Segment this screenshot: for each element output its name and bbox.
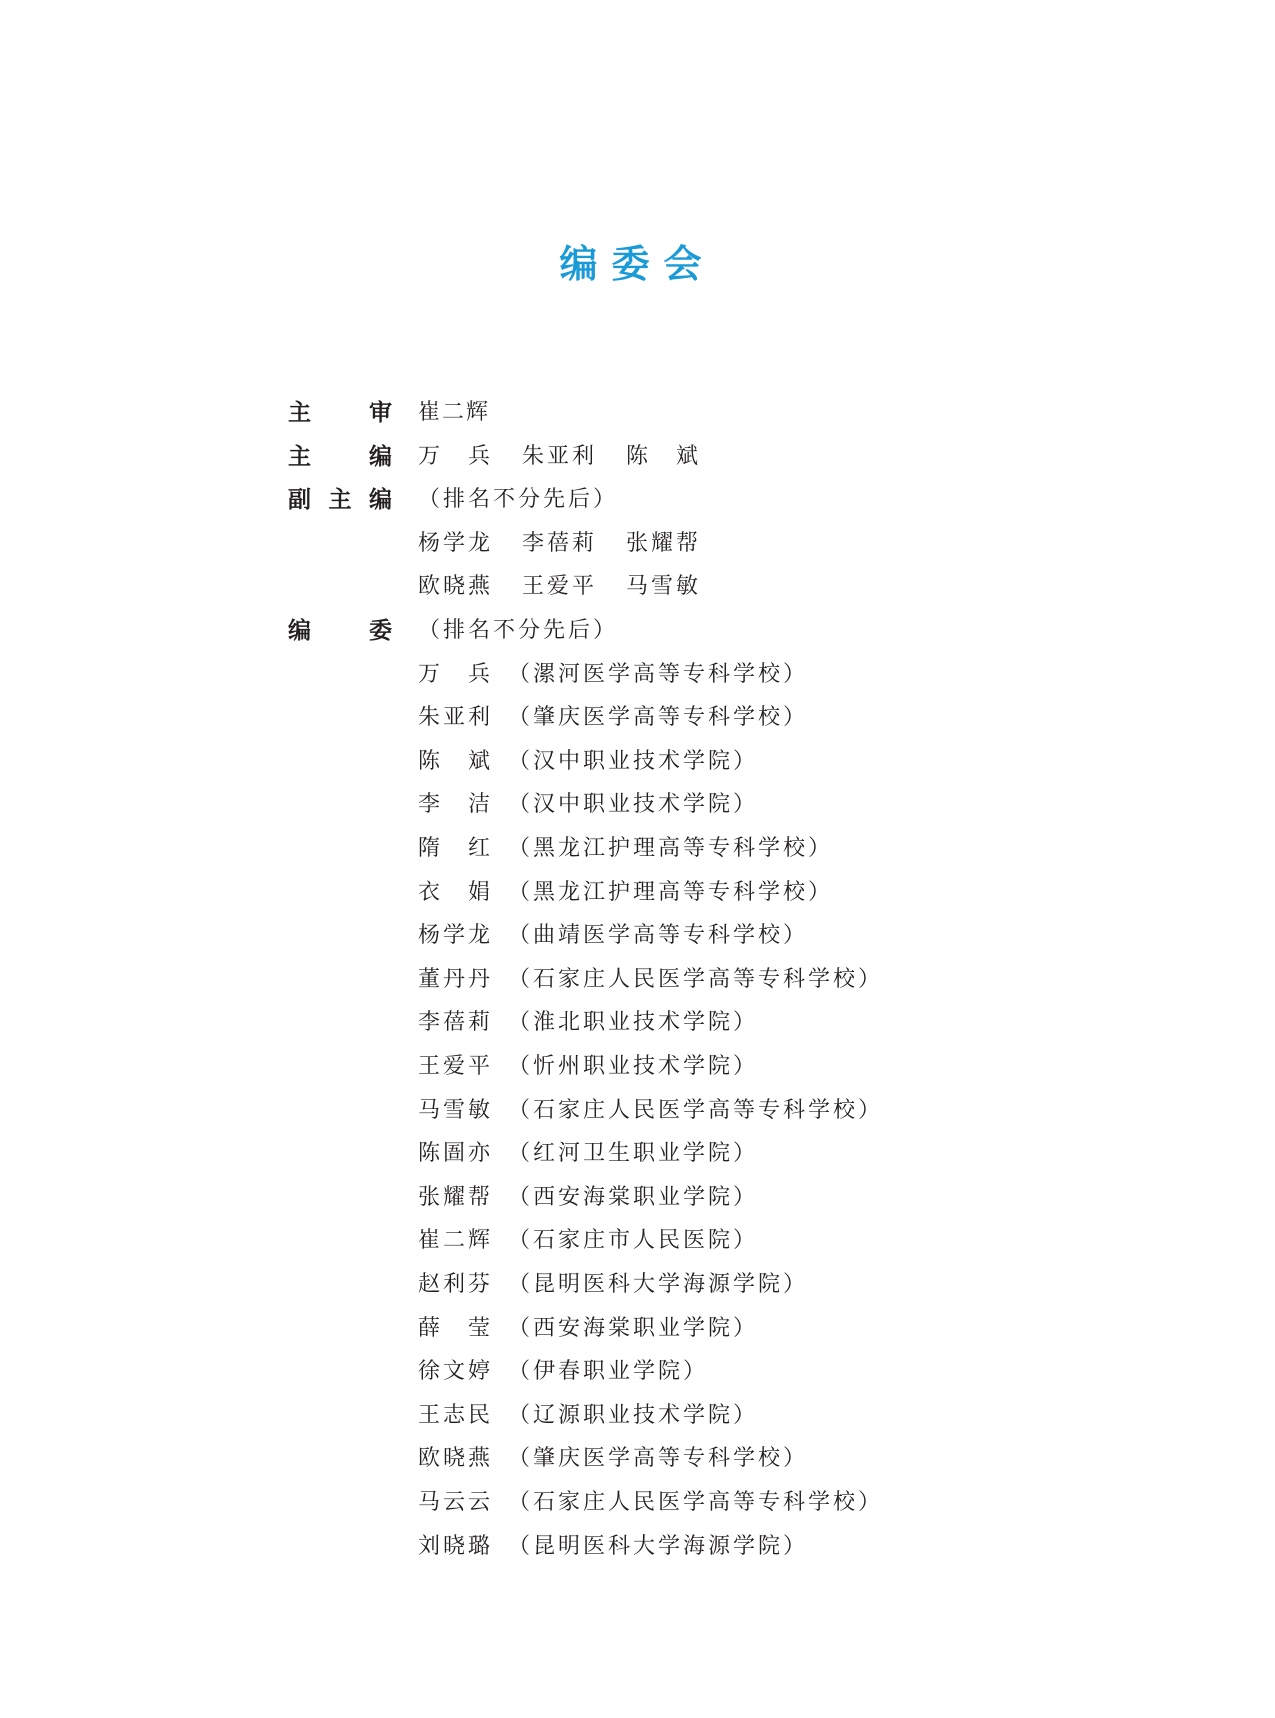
person-name (626, 439, 700, 470)
name-char: 李 (418, 1010, 443, 1035)
name-char: 朱 (418, 705, 443, 730)
name-char: 龙 (467, 923, 492, 948)
name-char: 志 (442, 1403, 467, 1428)
person-name (418, 831, 492, 862)
person-name (418, 875, 492, 906)
member-row (418, 912, 808, 955)
label-editorial-board (288, 607, 392, 650)
member-affiliation: （红河卫生职业学院） (508, 1141, 759, 1166)
member-affiliation: （忻州职业技术学院） (508, 1054, 759, 1079)
member-row (418, 1392, 758, 1435)
name-char: 学 (442, 923, 467, 948)
name-char: 陈 (626, 444, 651, 469)
page-title: 编委会 (559, 242, 716, 286)
name-char: 徐 (418, 1359, 443, 1384)
member-affiliation: （石家庄市人民医院） (508, 1228, 759, 1253)
name-char: 娟 (467, 880, 492, 905)
member-row (418, 1174, 758, 1217)
name-char: 王 (418, 1054, 443, 1079)
person-name (418, 569, 492, 600)
name-char: 耀 (650, 531, 675, 556)
name-char: 隋 (418, 836, 443, 861)
member-affiliation: （昆明医科大学海源学院） (508, 1534, 809, 1559)
person-name (626, 569, 700, 600)
name-char: 薛 (418, 1316, 443, 1341)
name-char: 杨 (418, 531, 443, 556)
name-char: 亚 (546, 444, 571, 469)
member-row (418, 1130, 758, 1173)
name-char: 陈 (418, 1141, 443, 1166)
name-char: 利 (442, 1272, 467, 1297)
name-char: 芬 (467, 1272, 492, 1297)
name-char: 马 (418, 1490, 443, 1515)
member-affiliation: （漯河医学高等专科学校） (508, 662, 809, 687)
name-char: 耀 (442, 1185, 467, 1210)
name-char: 雪 (442, 1098, 467, 1123)
person-name (418, 1093, 492, 1124)
person-name (522, 526, 596, 557)
label-chief-reviewer (288, 389, 392, 432)
member-row (418, 1043, 758, 1086)
name-char: 王 (522, 574, 547, 599)
name-char: 崔 (418, 1228, 443, 1253)
member-row (418, 1261, 808, 1304)
person-name (418, 1223, 492, 1254)
member-affiliation: （石家庄人民医学高等专科学校） (508, 1098, 884, 1123)
person-name (418, 1441, 492, 1472)
name-char: 云 (442, 1490, 467, 1515)
person-name (418, 744, 492, 775)
associate-editors-row (418, 520, 700, 563)
member-row (418, 869, 833, 912)
name-char: 圄 (442, 1141, 467, 1166)
name-char: 燕 (467, 1446, 492, 1471)
name-char: 刘 (418, 1534, 443, 1559)
member-row (418, 694, 808, 737)
name-char: 晓 (442, 574, 467, 599)
member-affiliation: （昆明医科大学海源学院） (508, 1272, 809, 1297)
editorial-board-note (418, 607, 618, 650)
associate-editors-row (418, 563, 700, 606)
chief-reviewer-names (418, 389, 490, 432)
name-char: 兵 (467, 662, 492, 687)
member-affiliation: （西安海棠职业学院） (508, 1316, 759, 1341)
person-name (522, 439, 596, 470)
person-name (418, 1136, 492, 1167)
name-char: 莹 (467, 1316, 492, 1341)
member-row (418, 651, 808, 694)
label-chief-editors-char: 编 (369, 444, 392, 470)
name-char: 云 (467, 1490, 492, 1515)
person-name (418, 962, 492, 993)
person-name (418, 700, 492, 731)
name-char: 婷 (467, 1359, 492, 1384)
member-affiliation: （汉中职业技术学院） (508, 749, 759, 774)
name-char: 王 (418, 1403, 443, 1428)
member-affiliation: （黑龙江护理高等专科学校） (508, 880, 834, 905)
name-char: 利 (467, 705, 492, 730)
name-char: 张 (626, 531, 651, 556)
person-name (418, 526, 492, 557)
person-name: 崔二辉 (418, 400, 491, 425)
name-char: 民 (467, 1403, 492, 1428)
member-affiliation: （伊春职业学院） (508, 1359, 709, 1384)
name-char: 帮 (467, 1185, 492, 1210)
name-char: 陈 (418, 749, 443, 774)
label-chief-reviewer-char: 主 (288, 400, 311, 426)
member-row (418, 1217, 758, 1260)
person-name (418, 787, 492, 818)
name-char: 马 (626, 574, 651, 599)
member-affiliation: （石家庄人民医学高等专科学校） (508, 967, 884, 992)
person-name (522, 569, 596, 600)
name-char: 学 (442, 531, 467, 556)
name-char: 衣 (418, 880, 443, 905)
name-char: 斌 (675, 444, 700, 469)
label-editorial-board-char: 编 (288, 618, 311, 644)
label-associate-editors-char: 主 (328, 487, 352, 513)
person-name (418, 1049, 492, 1080)
member-affiliation: （肇庆医学高等专科学校） (508, 1446, 809, 1471)
member-affiliation: （辽源职业技术学院） (508, 1403, 759, 1428)
name-char: 爱 (442, 1054, 467, 1079)
name-char: 帮 (675, 531, 700, 556)
name-char: 晓 (442, 1446, 467, 1471)
name-char: 张 (418, 1185, 443, 1210)
name-char: 万 (418, 662, 443, 687)
name-char: 丹 (442, 967, 467, 992)
name-char: 欧 (418, 574, 443, 599)
label-chief-editors-char: 主 (288, 444, 311, 470)
name-char: 璐 (467, 1534, 492, 1559)
ranking-note: （排名不分先后） (418, 487, 619, 512)
person-name (418, 1005, 492, 1036)
member-row (418, 738, 758, 781)
name-char: 董 (418, 967, 443, 992)
name-char: 兵 (467, 444, 492, 469)
person-name (418, 1398, 492, 1429)
person-name (418, 1180, 492, 1211)
name-char: 莉 (571, 531, 596, 556)
member-affiliation: （淮北职业技术学院） (508, 1010, 759, 1035)
name-char: 利 (571, 444, 596, 469)
member-row (418, 1523, 808, 1566)
name-char: 李 (522, 531, 547, 556)
member-row (418, 1305, 758, 1348)
label-associate-editors (288, 476, 392, 519)
name-char: 燕 (467, 574, 492, 599)
label-chief-reviewer-char: 审 (369, 400, 392, 426)
name-char: 赵 (418, 1272, 443, 1297)
person-name (418, 1529, 492, 1560)
label-editorial-board-char: 委 (369, 618, 392, 644)
name-char: 亚 (442, 705, 467, 730)
member-affiliation: （汉中职业技术学院） (508, 792, 759, 817)
label-chief-editors (288, 433, 392, 476)
label-associate-editors-char: 副 (288, 487, 311, 513)
associate-editors-note (418, 476, 618, 519)
member-row (418, 1479, 883, 1522)
name-char: 平 (571, 574, 596, 599)
person-name (418, 1485, 492, 1516)
member-affiliation: （石家庄人民医学高等专科学校） (508, 1490, 884, 1515)
member-row (418, 825, 833, 868)
name-char: 红 (467, 836, 492, 861)
label-associate-editors-char: 编 (369, 487, 392, 513)
name-char: 莉 (467, 1010, 492, 1035)
name-char: 雪 (650, 574, 675, 599)
member-row (418, 781, 758, 824)
ranking-note: （排名不分先后） (418, 618, 619, 643)
name-char: 蓓 (442, 1010, 467, 1035)
name-char: 辉 (467, 1228, 492, 1253)
name-char: 万 (418, 444, 443, 469)
name-char: 文 (442, 1359, 467, 1384)
member-row (418, 999, 758, 1042)
name-char: 平 (467, 1054, 492, 1079)
name-char: 李 (418, 792, 443, 817)
person-name (418, 1354, 492, 1385)
person-name (418, 657, 492, 688)
person-name (418, 439, 492, 470)
member-row (418, 956, 883, 999)
name-char: 二 (442, 1228, 467, 1253)
name-char: 敏 (675, 574, 700, 599)
member-row (418, 1348, 708, 1391)
name-char: 洁 (467, 792, 492, 817)
name-char: 丹 (467, 967, 492, 992)
member-row (418, 1435, 808, 1478)
name-char: 亦 (467, 1141, 492, 1166)
name-char: 晓 (442, 1534, 467, 1559)
name-char: 蓓 (546, 531, 571, 556)
member-affiliation: （黑龙江护理高等专科学校） (508, 836, 834, 861)
member-affiliation: （西安海棠职业学院） (508, 1185, 759, 1210)
person-name (626, 526, 700, 557)
person-name (418, 918, 492, 949)
name-char: 欧 (418, 1446, 443, 1471)
member-affiliation: （肇庆医学高等专科学校） (508, 705, 809, 730)
name-char: 马 (418, 1098, 443, 1123)
person-name (418, 1267, 492, 1298)
chief-editors-names (418, 433, 700, 476)
name-char: 朱 (522, 444, 547, 469)
name-char: 龙 (467, 531, 492, 556)
person-name (418, 1311, 492, 1342)
name-char: 斌 (467, 749, 492, 774)
name-char: 杨 (418, 923, 443, 948)
member-row (418, 1087, 883, 1130)
member-affiliation: （曲靖医学高等专科学校） (508, 923, 809, 948)
name-char: 爱 (546, 574, 571, 599)
name-char: 敏 (467, 1098, 492, 1123)
